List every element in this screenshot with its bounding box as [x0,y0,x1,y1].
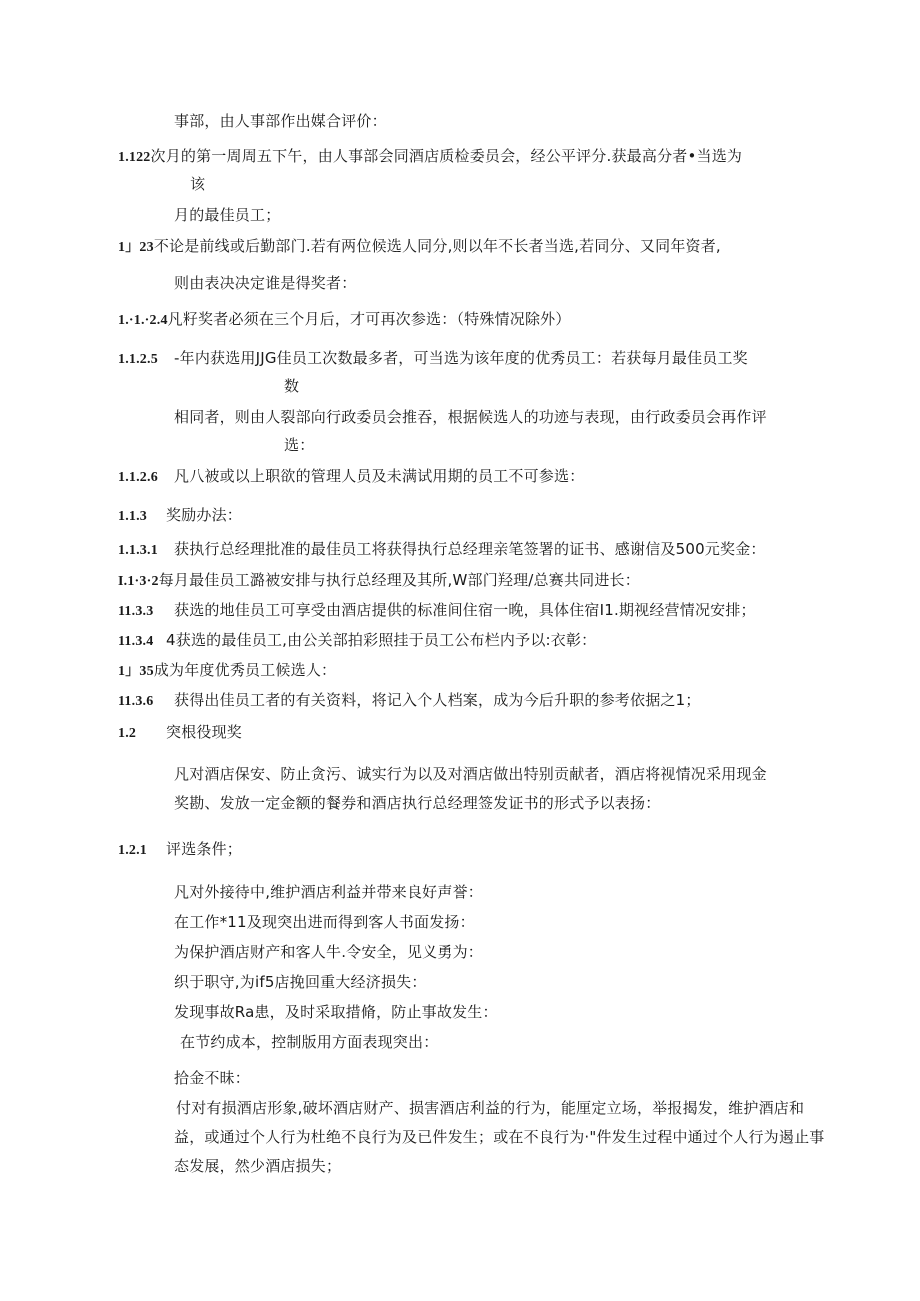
section-number: 1.2.1 [118,843,147,858]
text-line [118,839,242,861]
line-text: 选： [284,436,315,454]
line-text: 每月最佳员工潞被安排与执行总经理及其所,W部门羟理/总赛共同进长： [158,571,640,589]
text-line [190,174,205,194]
line-text: 获得出佳员工者的有关资料，将记入个人档案，成为今后升职的参考依据之1； [174,691,701,709]
line-text: 发现事故Ra患，及时采取措脩，防止事故发生： [174,1003,498,1021]
line-text: -年内获选用JJG佳员工次数最多者，可当选为该年度的优秀员工：若获每月最佳员工奖 [174,349,748,367]
text-line [174,205,280,225]
line-text: 付对有损酒店形象,破坏酒店财产、损害酒店利益的行为，能厘定立场，举报揭发，维护酒店和 [176,1099,805,1117]
text-line [174,273,356,293]
section-number: 1.2 [118,726,137,741]
line-text: 获选的地佳员工可享受由酒店提供的标准间住宿一晚，具体住宿I1.期视经营情况安排； [174,601,756,619]
line-text: 凡对外接待中,维护酒店利益并带来良好声誉： [174,883,483,901]
line-text: 该 [190,175,206,193]
text-line [118,722,242,744]
text-line [174,407,767,427]
line-text: 益，或通过个人行为杜绝不良行为及已件发生；或在不良行为·"件发生过程中通过个人行为遏止事 [174,1128,825,1146]
text-line [174,1127,824,1147]
list-item [174,912,475,932]
section-number: 1」35 [118,664,154,679]
line-text: 凡对酒店保安、防止贪污、诚实行为以及对酒店做出特别贡献者，酒店将视情况采用现金 [174,765,767,783]
section-number: 1.1.3 [118,509,147,524]
line-text: 月的最佳员工； [174,206,281,224]
line-text: 获执行总经理批准的最佳员工将获得执行总经理亲笔签署的证书、感谢信及500元奖金： [174,540,766,558]
text-line [118,236,721,258]
line-text: 数 [284,377,300,395]
line-text: 在工作*11及现突出进而得到客人书面发扬： [174,913,475,931]
section-number: 11.3.4 [118,634,154,649]
text-line [118,600,756,622]
text-line [118,309,571,331]
section-number: 1.122 [118,150,151,165]
list-item [174,1068,250,1088]
text-line [118,539,766,561]
text-line [174,111,387,131]
line-text: 突根役现奖 [166,723,243,741]
line-text: 次月的第一周周五下午，由人事部会同酒店质检委员会，经公平评分.获最高分者•当选为 [150,147,743,165]
text-line [118,570,640,592]
section-number: 11.3.3 [118,604,154,619]
text-line [284,435,314,455]
line-text: 在节约成本，控制版用方面表现突出： [180,1033,439,1051]
line-text: 凡籽奖者必须在三个月后，才可再次参选：（特殊情况除外） [167,310,571,328]
text-line [176,1098,804,1118]
section-number: 11.3.6 [118,694,154,709]
line-text: 奖励办法： [166,506,243,524]
text-line [174,1156,341,1176]
text-line [174,764,767,784]
text-line [118,146,742,168]
text-line [118,466,584,488]
line-text: 成为年度优秀员工候选人： [153,661,337,679]
text-line [174,793,660,813]
section-number: 1」23 [118,240,154,255]
text-line [118,348,748,370]
section-number: 1.1.2.6 [118,470,158,485]
list-item [174,972,427,992]
section-number: 1.1.2.5 [118,352,158,367]
text-line [118,660,336,682]
line-text: 奖勘、发放一定金额的餐券和酒店执行总经理签发证书的形式予以表扬： [174,794,661,812]
text-line [118,690,701,712]
list-item [174,882,483,902]
line-text: 事部，由人事部作出媒合评价： [174,112,387,130]
text-line [118,505,242,527]
line-text: 评选条件； [166,840,243,858]
line-text: 态发展，然少酒店损失； [174,1157,342,1175]
list-item [174,1002,498,1022]
line-text: 凡八被或以上职欲的管理人员及未满试用期的员工不可参选： [174,467,585,485]
line-text: 相同者，则由人裂部向行政委员会推吞，根据候选人的功迹与表现，由行政委员会再作评 [174,408,767,426]
line-text: 不论是前线或后勤部门.若有两位候选人同分,则以年不长者当选,若同分、又同年资者, [153,237,721,255]
section-number: 1.1.3.1 [118,543,158,558]
line-text: 4获选的最佳员工,由公关部拍彩照挂于员工公布栏内予以:衣彰： [166,631,597,649]
list-item [180,1032,438,1052]
list-item [174,942,483,962]
line-text: 为保护酒店财产和客人牛.令安全，见义勇为： [174,943,483,961]
text-line [118,630,596,652]
section-number: I.1·3·2 [118,574,159,589]
line-text: 拾金不昧： [174,1069,251,1087]
line-text: 织于职守,为if5店挽回重大经济损失： [174,973,427,991]
text-line [284,376,299,396]
section-number: 1.·1.·2.4 [118,313,168,328]
line-text: 则由表决决定谁是得奖者： [174,274,357,292]
